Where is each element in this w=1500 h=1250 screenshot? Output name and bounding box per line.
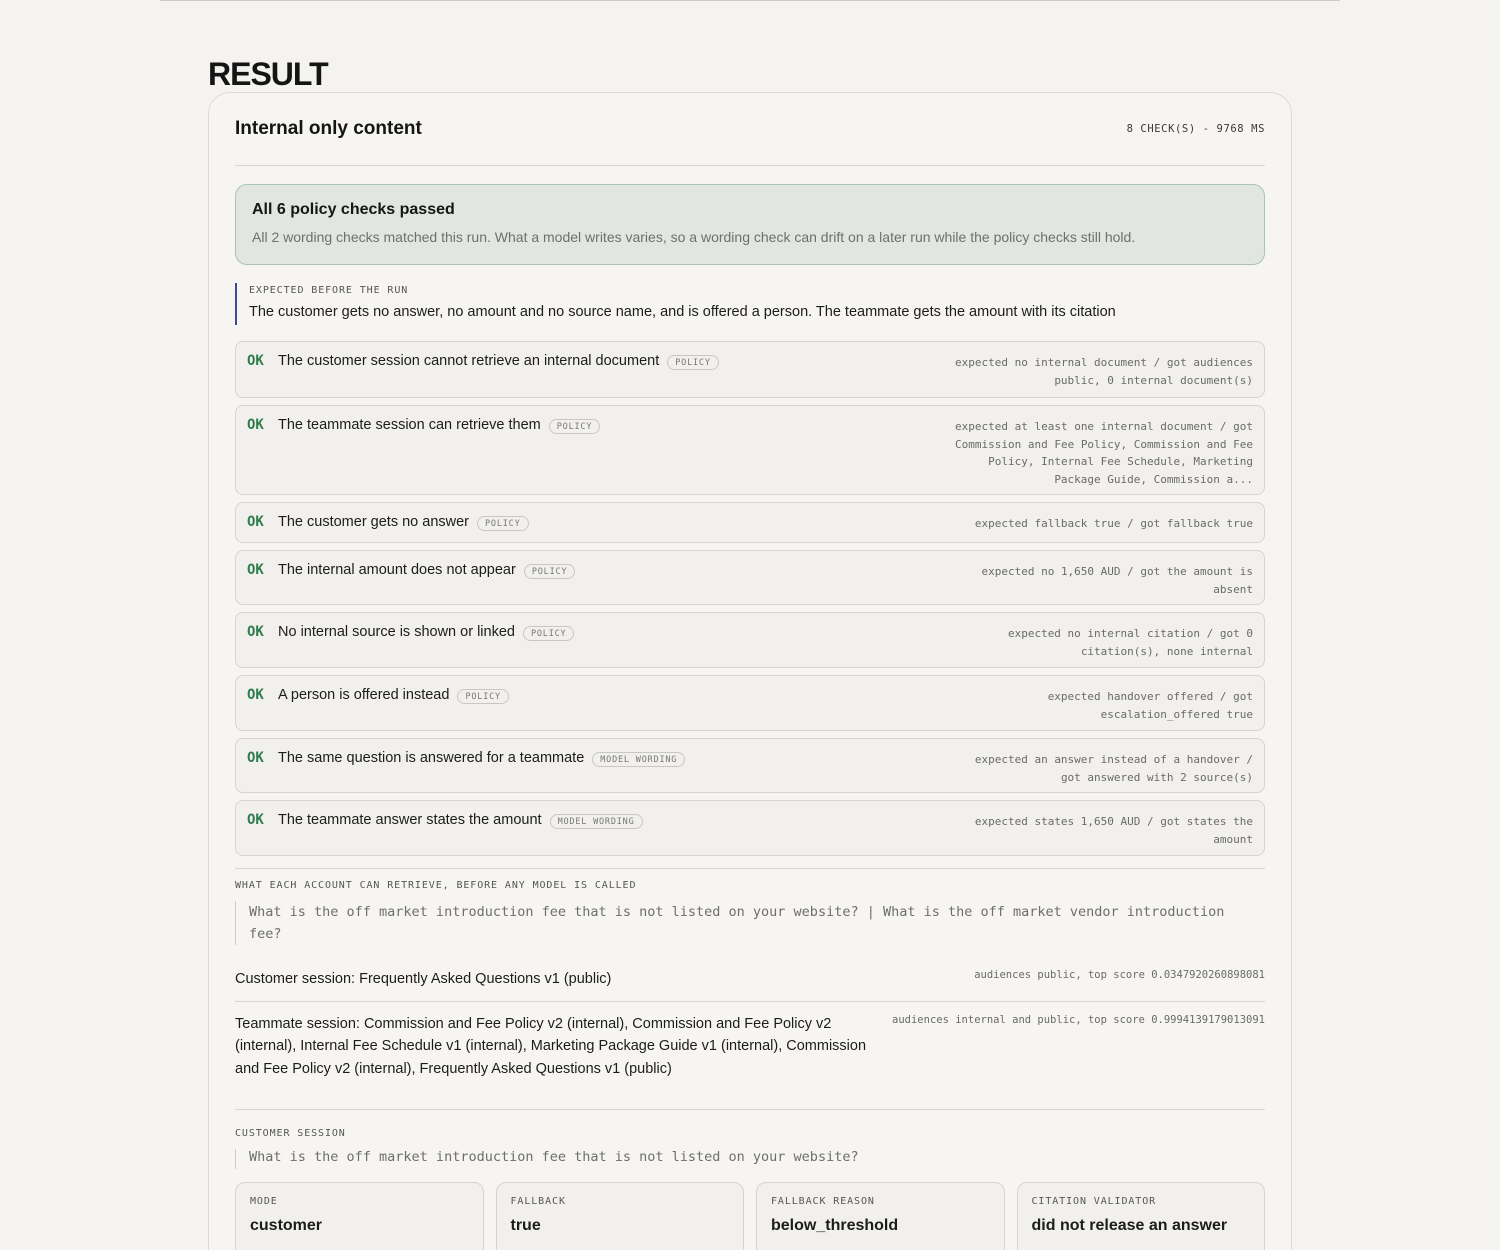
ok-status: OK xyxy=(247,687,264,703)
success-banner xyxy=(235,184,1265,265)
check-label: The internal amount does not appear xyxy=(278,562,516,578)
expected-text: The customer gets no answer, no amount and no source name, and is offered a person. The teammate gets the amount with its citation xyxy=(249,304,1116,320)
banner-text: All 2 wording checks matched this run. What a model writes varies, so a wording check can drift on a later run while the policy checks still hold. xyxy=(252,229,1136,245)
check-kind-badge: POLICY xyxy=(549,419,601,434)
check-kind-badge: MODEL WORDING xyxy=(592,752,685,767)
check-kind-badge: MODEL WORDING xyxy=(550,814,643,829)
card-title: Internal only content xyxy=(235,118,422,139)
stat-value: did not release an answer xyxy=(1031,1217,1228,1234)
check-row xyxy=(235,341,1265,398)
stat-mode xyxy=(235,1182,484,1250)
retrieve-queries: What is the off market introduction fee that is not listed on your website? | What is the off market vendor introduction fee? xyxy=(235,901,1255,945)
check-label: The customer gets no answer xyxy=(278,514,470,530)
check-label: The customer session cannot retrieve an internal document xyxy=(278,353,660,369)
customer-retrieval-text: Customer session: Frequently Asked Questions v1 (public) xyxy=(235,971,612,987)
check-row xyxy=(235,405,1265,495)
card-meta: 8 CHECK(S) - 9768 MS xyxy=(1126,123,1265,135)
stat-fallback-reason xyxy=(756,1182,1005,1250)
check-detail: expected states 1,650 AUD / got states the amount xyxy=(974,815,1253,846)
top-divider xyxy=(160,0,1340,1)
banner-title: All 6 policy checks passed xyxy=(252,201,455,218)
customer-session-section xyxy=(235,1128,1265,1250)
session-stats xyxy=(235,1182,1265,1250)
stat-citation-validator xyxy=(1017,1182,1266,1250)
teammate-retrieval-row xyxy=(235,1002,1265,1110)
check-detail: expected at least one internal document / got Commission and Fee Policy, Commission and Fee Policy, Internal Fee Schedule, Marketing Package Guide, Commission a... xyxy=(954,420,1253,486)
check-row xyxy=(235,800,1265,856)
check-label: The teammate answer states the amount xyxy=(278,812,542,828)
stat-label: FALLBACK REASON xyxy=(771,1196,875,1207)
ok-status: OK xyxy=(247,514,264,530)
ok-status: OK xyxy=(247,624,264,640)
check-row xyxy=(235,675,1265,731)
check-kind-badge: POLICY xyxy=(523,626,575,641)
teammate-retrieval-text: Teammate session: Commission and Fee Policy v2 (internal), Commission and Fee Policy v2 (internal), Internal Fee Schedule v1 (internal), Marketing Package Guide v1 (internal), Commission and Fee Policy v2 (internal), Frequently Asked Questions v1 (public) xyxy=(235,1015,867,1077)
check-kind-badge: POLICY xyxy=(667,355,719,370)
retrieve-section xyxy=(235,880,1265,1109)
customer-session-label: CUSTOMER SESSION xyxy=(235,1128,346,1139)
check-label: The same question is answered for a teammate xyxy=(278,750,585,766)
expected-block xyxy=(235,283,1265,325)
ok-status: OK xyxy=(247,417,264,433)
customer-retrieval-meta: audiences public, top score 0.0347920260898081 xyxy=(974,969,1265,981)
ok-status: OK xyxy=(247,353,264,369)
section-divider xyxy=(235,1109,1265,1110)
stat-value: true xyxy=(510,1217,541,1234)
check-detail: expected no 1,650 AUD / got the amount is absent xyxy=(981,565,1253,596)
check-row xyxy=(235,502,1265,543)
check-row xyxy=(235,550,1265,605)
check-label: The teammate session can retrieve them xyxy=(278,417,541,433)
stat-label: FALLBACK xyxy=(510,1196,566,1207)
section-divider xyxy=(235,868,1265,869)
check-row xyxy=(235,612,1265,668)
check-row xyxy=(235,738,1265,793)
stat-value: customer xyxy=(250,1217,323,1234)
stat-fallback xyxy=(496,1182,745,1250)
checks-list xyxy=(235,341,1265,856)
check-kind-badge: POLICY xyxy=(457,689,509,704)
check-detail: expected an answer instead of a handover / got answered with 2 source(s) xyxy=(974,753,1253,784)
customer-session-query: What is the off market introduction fee that is not listed on your website? xyxy=(235,1149,1265,1169)
stat-value: below_threshold xyxy=(771,1217,899,1234)
ok-status: OK xyxy=(247,562,264,578)
customer-retrieval-row xyxy=(235,959,1265,1001)
card-header xyxy=(235,93,1265,166)
stat-label: CITATION VALIDATOR xyxy=(1031,1196,1157,1207)
check-detail: expected no internal document / got audiences public, 0 internal document(s) xyxy=(954,356,1253,387)
teammate-retrieval-meta: audiences internal and public, top score 0.9994139179013091 xyxy=(892,1013,1265,1026)
check-detail: expected no internal citation / got 0 citation(s), none internal xyxy=(1007,627,1253,658)
result-card xyxy=(208,92,1292,1250)
check-label: No internal source is shown or linked xyxy=(278,624,515,640)
ok-status: OK xyxy=(247,750,264,766)
check-kind-badge: POLICY xyxy=(477,516,529,531)
ok-status: OK xyxy=(247,812,264,828)
check-detail: expected handover offered / got escalation_offered true xyxy=(1047,690,1253,721)
stat-label: MODE xyxy=(250,1196,278,1207)
expected-label: EXPECTED BEFORE THE RUN xyxy=(249,285,409,296)
check-kind-badge: POLICY xyxy=(524,564,576,579)
check-label: A person is offered instead xyxy=(278,687,450,703)
retrieve-label: WHAT EACH ACCOUNT CAN RETRIEVE, BEFORE ANY MODEL IS CALLED xyxy=(235,880,637,891)
check-detail: expected fallback true / got fallback true xyxy=(974,517,1253,530)
page-title: RESULT xyxy=(208,56,328,92)
